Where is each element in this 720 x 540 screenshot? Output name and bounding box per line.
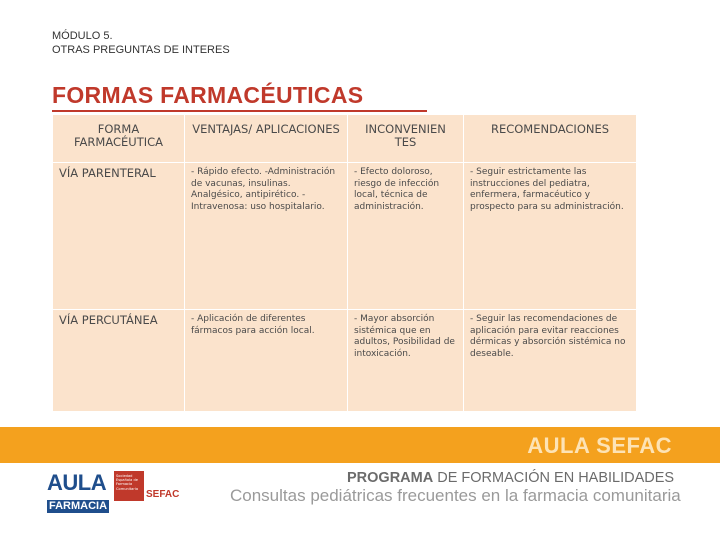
row-inconvenientes: - Mayor absorción sistémica que en adultos, Posibilidad de intoxicación. bbox=[348, 310, 464, 417]
title-underline bbox=[52, 110, 427, 112]
row-inconvenientes: - Efecto doloroso, riesgo de infección local, técnica de administración. bbox=[348, 163, 464, 310]
module-number: MÓDULO 5. bbox=[52, 30, 113, 42]
program-title bbox=[347, 470, 674, 486]
row-forma: VÍA PERCUTÁNEA bbox=[53, 310, 185, 417]
aula-farmacia-logo bbox=[47, 470, 108, 513]
row-forma: VÍA PARENTERAL bbox=[53, 163, 185, 310]
module-subtitle: OTRAS PREGUNTAS DE INTERES bbox=[52, 44, 230, 56]
table-row bbox=[53, 163, 637, 310]
header-recomendaciones: RECOMENDACIONES bbox=[464, 115, 637, 163]
header-inconvenientes: INCONVENIEN TES bbox=[348, 115, 464, 163]
logo-aula-text: AULA bbox=[47, 470, 107, 495]
row-recomendaciones: - Seguir estrictamente las instrucciones del pediatra, enfermera, farmacéutico y prospecto para su administración. bbox=[464, 163, 637, 310]
program-subtitle: Consultas pediátricas frecuentes en la farmacia comunitaria bbox=[230, 486, 681, 505]
row-ventajas: - Aplicación de diferentes fármacos para acción local. bbox=[185, 310, 348, 417]
sefac-logo bbox=[114, 471, 178, 507]
program-title-rest: DE FORMACIÓN EN HABILIDADES bbox=[433, 470, 675, 486]
program-title-bold: PROGRAMA bbox=[347, 470, 434, 486]
sefac-logo-name: SEFAC bbox=[146, 489, 180, 500]
row-ventajas: - Rápido efecto. -Administración de vacunas, insulinas. Analgésico, antipirético. - Intravenosa: uso hospitalario. bbox=[185, 163, 348, 310]
pharmaceutical-forms-table bbox=[52, 114, 636, 411]
logo-farmacia-text: FARMACIA bbox=[49, 500, 108, 512]
page-title: FORMAS FARMACÉUTICAS bbox=[52, 82, 364, 108]
sefac-logo-caption: Sociedad Española de Farmacia Comunitaria bbox=[116, 474, 139, 491]
row-recomendaciones: - Seguir las recomendaciones de aplicación para evitar reacciones dérmicas y absorción sistémica no deseable. bbox=[464, 310, 637, 417]
table-header-row bbox=[53, 115, 637, 163]
header-forma: FORMA FARMACÉUTICA bbox=[53, 115, 185, 163]
header-ventajas: VENTAJAS/ APLICACIONES bbox=[185, 115, 348, 163]
module-header bbox=[52, 29, 230, 57]
aula-sefac-title: AULA SEFAC bbox=[527, 433, 672, 458]
table-row bbox=[53, 310, 637, 417]
